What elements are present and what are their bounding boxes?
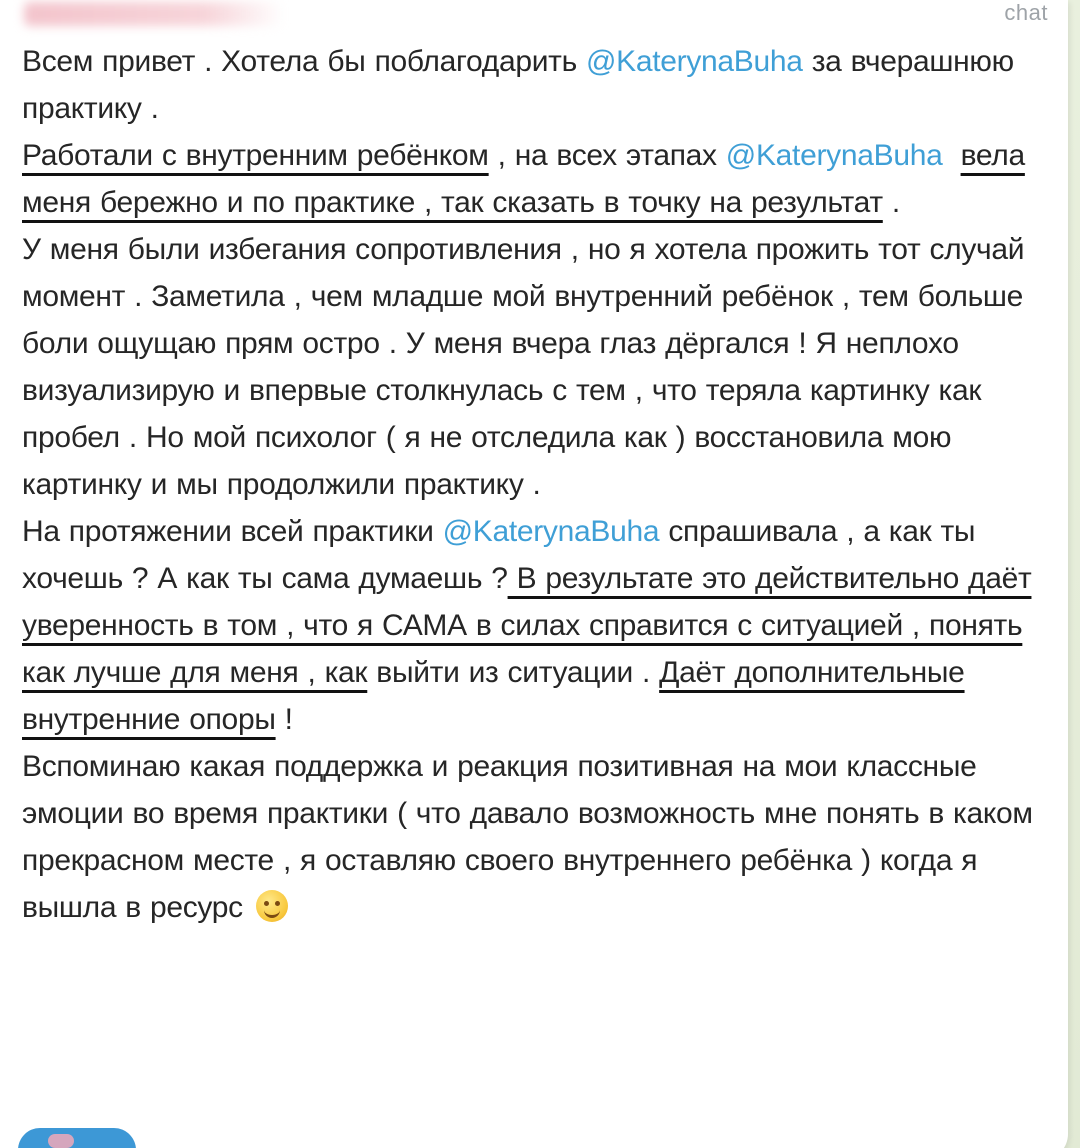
text-segment: !	[275, 703, 293, 736]
text-segment: спрашивала , а как ты хочешь ? А как ты сама думаешь ?	[22, 515, 976, 595]
mention-link[interactable]: @KaterynaBuha	[585, 45, 803, 78]
text-segment: за вчерашнюю практику .	[22, 45, 1014, 125]
text-segment	[943, 139, 961, 172]
message-paragraph-3: У меня были избегания сопротивления , но я хотела прожить тот случай момент . Заметила , чем младше мой внутренний ребёнок , тем больше боли ощущаю прям остро . У меня вчера глаз дёргался ! Я неплохо визуализирую и впервые столкнулась с тем , что теряла картинку как пробел . Но мой психолог ( я не отследила как ) восстановила мою картинку и мы продолжили практику .	[22, 233, 1025, 501]
reaction-emoji-icon	[48, 1134, 74, 1148]
sender-name[interactable]	[24, 2, 284, 26]
message-paragraph-2	[22, 132, 1062, 226]
smiling-face-emoji-icon	[256, 890, 288, 922]
chat-label: chat	[1004, 0, 1048, 25]
message-paragraph-5	[22, 743, 1062, 931]
message-paragraph-1	[22, 38, 1062, 132]
text-segment: выйти из ситуации .	[367, 656, 660, 689]
message-text	[22, 38, 1062, 931]
underlined-text: В результате это действительно даёт уверенность в том , что я САМА в силах справится с ситуацией , понять как лучше для меня , как	[22, 562, 1032, 689]
text-segment: Всем привет . Хотела бы поблагодарить	[22, 45, 586, 78]
underlined-text: вела меня бережно и по практике , так сказать в точку на результат	[22, 139, 1025, 219]
mention-link[interactable]: @KaterynaBuha	[442, 515, 660, 548]
text-segment: .	[882, 186, 900, 219]
underlined-text: Работали с внутренним ребёнком	[22, 139, 489, 172]
text-segment: На протяжении всей практики	[22, 515, 443, 548]
mention-link[interactable]: @KaterynaBuha	[725, 139, 943, 172]
reaction-button[interactable]	[18, 1128, 136, 1148]
text-segment: , на всех этапах	[488, 139, 726, 172]
text-segment: Вспоминаю какая поддержка и реакция позитивная на мои классные эмоции во время практики ( что давало возможность мне понять в каком прекрасном месте , я оставляю своего внутреннего ребёнка ) когда я вышла в ресурс	[22, 750, 1033, 924]
underlined-text: Даёт дополнительные внутренние опоры	[22, 656, 965, 736]
message-paragraph-4	[22, 508, 1062, 743]
